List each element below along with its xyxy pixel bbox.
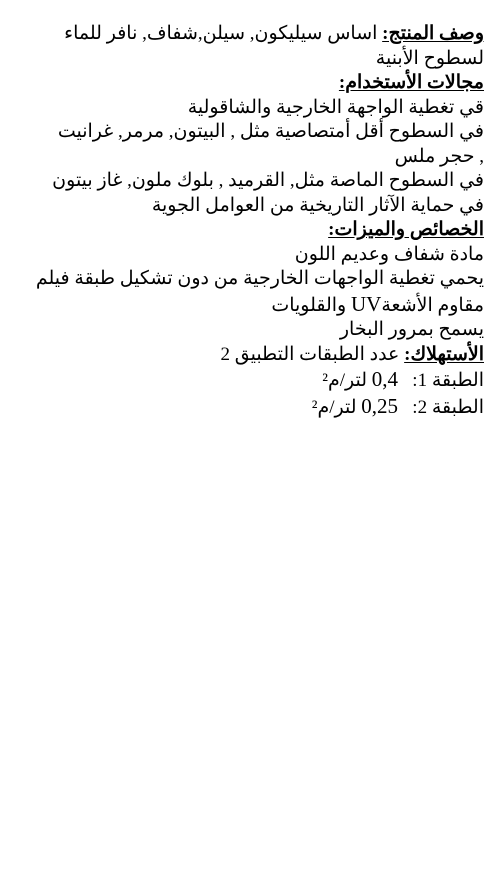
consumption-line: [0, 343, 484, 368]
layer-2-row: [0, 394, 484, 421]
description-label: وصف المنتج:: [382, 23, 484, 44]
layer-1-value: 0,4: [371, 367, 399, 391]
uses-item-4: في حماية الآثار التاريخية من العوامل الجوية: [151, 194, 484, 216]
features-label: الخصائص والميزات:: [328, 219, 484, 240]
uses-label: مجالات الأستخدام:: [338, 72, 484, 93]
uses-item-2: في السطوح أقل أمتصاصية مثل , البيتون, مرمر, غرانيت: [57, 121, 484, 142]
layer-2-unit: لتر/م²: [311, 396, 357, 418]
features-item-1: مادة شفاف وعديم اللون: [294, 243, 484, 265]
uses-item-2-continued: , حجر ملس: [394, 145, 484, 167]
uses-item-3: في السطوح الماصة مثل, القرميد , بلوك ملون, غاز بيتون: [52, 170, 484, 191]
features-item-3-suffix: والقلويات: [271, 294, 347, 316]
features-item-3: [0, 292, 484, 319]
uses-heading: [0, 71, 484, 96]
features-item-3-prefix: مقاوم الأشعة: [381, 294, 484, 316]
layer-1-row: [0, 367, 484, 394]
product-sheet: [0, 22, 484, 420]
description-line-2: لسطوح الأبنية: [375, 47, 484, 69]
layer-1-label: الطبقة 1:: [412, 370, 484, 391]
features-item-2: يحمي تغطية الواجهات الخارجية من دون تشكيل طبقة فيلم: [35, 268, 484, 289]
layer-1-unit: لتر/م²: [322, 370, 368, 391]
consumption-text: عدد الطبقات التطبيق 2: [220, 343, 405, 365]
uv-text: UV: [351, 291, 382, 316]
consumption-label: الأستهلاك:: [404, 343, 484, 365]
features-heading: [0, 218, 484, 243]
description-text: اساس سيليكون, سيلن,شفاف, نافر للماء: [64, 23, 383, 44]
uses-item-1: قي تغطية الواجهة الخارجية والشاقولية: [187, 96, 484, 118]
layer-2-label: الطبقة 2:: [412, 396, 484, 418]
description-line-1: [0, 22, 484, 47]
layer-2-value: 0,25: [361, 393, 399, 418]
features-item-4: يسمح بمرور البخار: [339, 319, 484, 340]
